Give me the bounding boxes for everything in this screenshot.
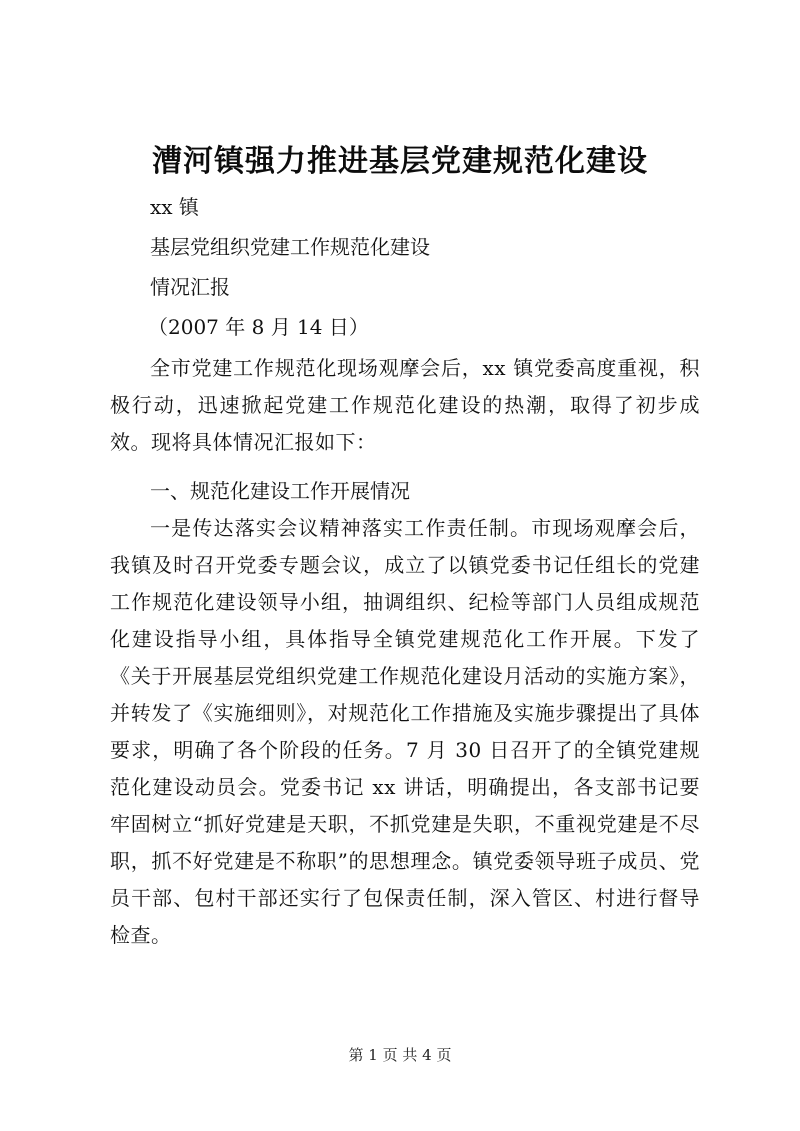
- section-heading: 一、规范化建设工作开展情况: [150, 479, 410, 503]
- document-title: 漕河镇强力推进基层党建规范化建设: [152, 144, 648, 179]
- page-number-footer: 第 1 页 共 4 页: [348, 1046, 452, 1064]
- document-org: xx 镇: [150, 195, 199, 219]
- section-body-paragraph: 一是传达落实会议精神落实工作责任制。市现场观摩会后，我镇及时召开党委专题会议，成立了以镇党委书记任组长的党建工作规范化建设领导小组，抽调组织、纪检等部门人员组成规范化建设指导小组，具体指导全镇党建规范化工作开展。下发了《关于开展基层党组织党建工作规范化建设月活动的实施方案》，并转发了《实施细则》，对规范化工作措施及实施步骤提出了具体要求，明确了各个阶段的任务。7 月 30 日召开了的全镇党建规范化建设动员会。党委书记 xx 讲话，明确提出，各支部书记要牢固树立“抓好党建是天职，不抓党建是失职，不重视党建是不尽职，抓不好党建是不称职”的思想理念。镇党委领导班子成员、党员干部、包村干部还实行了包保责任制，深入管区、村进行督导检查。: [110, 516, 700, 947]
- document-date: （2007 年 8 月 14 日）: [148, 315, 369, 339]
- intro-paragraph: 全市党建工作规范化现场观摩会后，xx 镇党委高度重视，积极行动，迅速掀起党建工作规范化建设的热潮，取得了初步成效。现将具体情况汇报如下：: [110, 356, 700, 454]
- document-subject: 基层党组织党建工作规范化建设: [150, 235, 430, 259]
- document-report-type: 情况汇报: [150, 275, 230, 299]
